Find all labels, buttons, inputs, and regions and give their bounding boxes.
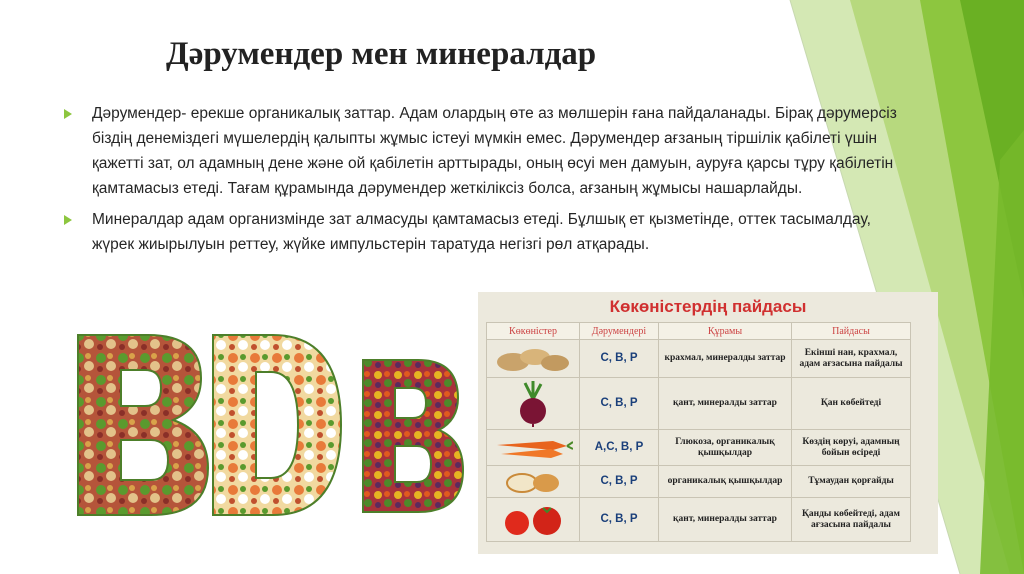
table-row — [487, 340, 911, 378]
composition-cell: қант, минералды заттар — [659, 378, 792, 430]
vitamins-cell: С, В, Р — [580, 340, 659, 378]
vitamins-cell: С, В, Р — [580, 378, 659, 430]
bullet-item-vitamins — [64, 101, 904, 201]
table-row — [487, 378, 911, 430]
beet-icon — [487, 378, 580, 430]
benefit-cell: Екінші нан, крахмал, адам ағзасына пайдалы — [792, 340, 911, 378]
bullet-arrow-icon — [64, 109, 72, 119]
header-benefit: Пайдасы — [792, 323, 911, 340]
benefit-cell: Қанды көбейтеді, адам ағзасына пайдалы — [792, 498, 911, 542]
vitamin-letters-image — [73, 330, 468, 518]
slide-title: Дәрумендер мен минералдар — [166, 36, 597, 72]
benefit-cell: Тұмаудан қорғайды — [792, 466, 911, 498]
bullet-arrow-icon — [64, 215, 72, 225]
header-vegetables: Көкөністер — [487, 323, 580, 340]
composition-cell: органикалық қышқылдар — [659, 466, 792, 498]
onion-icon — [487, 466, 580, 498]
vitamins-cell: А,С, В, Р — [580, 430, 659, 466]
table-header-row — [487, 323, 911, 340]
bullet-text: Минералдар адам организмінде зат алмасуды қамтамасыз етеді. Бұлшық ет қызметінде, оттек тасымалдау, жүрек жиырылуын реттеу, жүйке импульстерін таратуда негізгі рөл атқарады. — [92, 211, 871, 253]
vegetable-table — [486, 322, 911, 542]
carrot-icon — [487, 430, 580, 466]
table-row — [487, 430, 911, 466]
table-row — [487, 466, 911, 498]
composition-cell: Глюкоза, органикалық қышқылдар — [659, 430, 792, 466]
potato-icon — [487, 340, 580, 378]
vitamins-cell: С, В, Р — [580, 498, 659, 542]
composition-cell: қант, минералды заттар — [659, 498, 792, 542]
bullet-item-minerals — [64, 207, 904, 257]
benefit-cell: Көздің көруі, адамның бойын өсіреді — [792, 430, 911, 466]
bullet-list — [64, 101, 904, 263]
header-vitamins: Дәрумендері — [580, 323, 659, 340]
bullet-text: Дәрумендер- ерекше органикалық заттар. Адам олардың өте аз мөлшерін ғана пайдаланады. Бірақ дәрумерсіз біздің денеміздегі мүшелердің қалыпты жұмыс істеуі мүмкін емес. Дәрумендер ағзаның тіршілік қабілеті үшін қажетті зат, ол адамның дене және ой қабілетін арттырады, оның өсуі мен дамуын, ауруға қарсы тұру қабілетін қамтамасыз етеді. Тағам құрамында дәрумендер жеткіліксіз болса, ағзаның жұмысы нашарлайды. — [92, 105, 897, 197]
composition-cell: крахмал, минералды заттар — [659, 340, 792, 378]
benefit-cell: Қан көбейтеді — [792, 378, 911, 430]
vegetable-benefits-table-image — [478, 292, 938, 554]
table-row — [487, 498, 911, 542]
vitamins-cell: С, В, Р — [580, 466, 659, 498]
table-title: Көкөністердің пайдасы — [609, 297, 807, 316]
tomato-icon — [487, 498, 580, 542]
header-composition: Құрамы — [659, 323, 792, 340]
